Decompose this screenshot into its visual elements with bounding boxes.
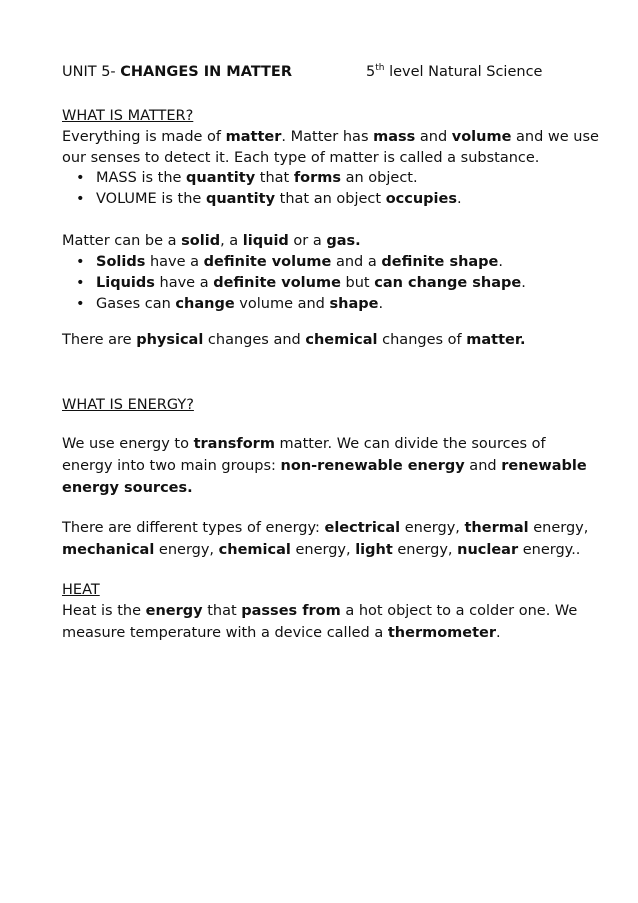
list-item-gases: • Gases can change volume and shape. [76,296,384,312]
matter-paragraph-line-2: our senses to detect it. Each type of matter is called a substance. [62,150,540,166]
energy-paragraph-line-2: energy into two main groups: non-renewable energy and renewable [62,458,587,474]
bullet-icon: • [76,191,85,207]
matter-paragraph-line-1: Everything is made of matter. Matter has mass and volume and we use [62,129,599,145]
list-item-mass: • MASS is the quantity that forms an object. [76,170,418,186]
unit-title: CHANGES IN MATTER [120,64,293,80]
energy-heading: WHAT IS ENERGY? [62,397,194,413]
list-item-liquids: • Liquids have a definite volume but can change shape. [76,275,526,291]
states-paragraph: Matter can be a solid, a liquid or a gas. [62,233,361,249]
level-label: 5th level Natural Science [366,63,543,80]
heat-heading: HEAT [62,582,100,598]
energy-types-line-2: mechanical energy, chemical energy, light energy, nuclear energy.. [62,542,581,558]
bullet-icon: • [76,296,85,312]
bullet-icon: • [76,170,85,186]
document-header [62,62,292,82]
bullet-icon: • [76,254,85,270]
bullet-icon: • [76,275,85,291]
energy-types-line-1: There are different types of energy: electrical energy, thermal energy, [62,520,589,536]
list-item-solids: • Solids have a definite volume and a definite shape. [76,254,504,270]
changes-paragraph: There are physical changes and chemical changes of matter. [62,332,526,348]
energy-paragraph-line-3: energy sources. [62,480,193,496]
heat-paragraph-line-2: measure temperature with a device called a thermometer. [62,625,501,641]
unit-prefix: UNIT 5- [62,64,121,80]
heat-paragraph-line-1: Heat is the energy that passes from a hot object to a colder one. We [62,603,578,619]
energy-paragraph-line-1: We use energy to transform matter. We can divide the sources of [62,436,546,452]
matter-heading: WHAT IS MATTER? [62,108,194,124]
list-item-volume: • VOLUME is the quantity that an object occupies. [76,191,462,207]
